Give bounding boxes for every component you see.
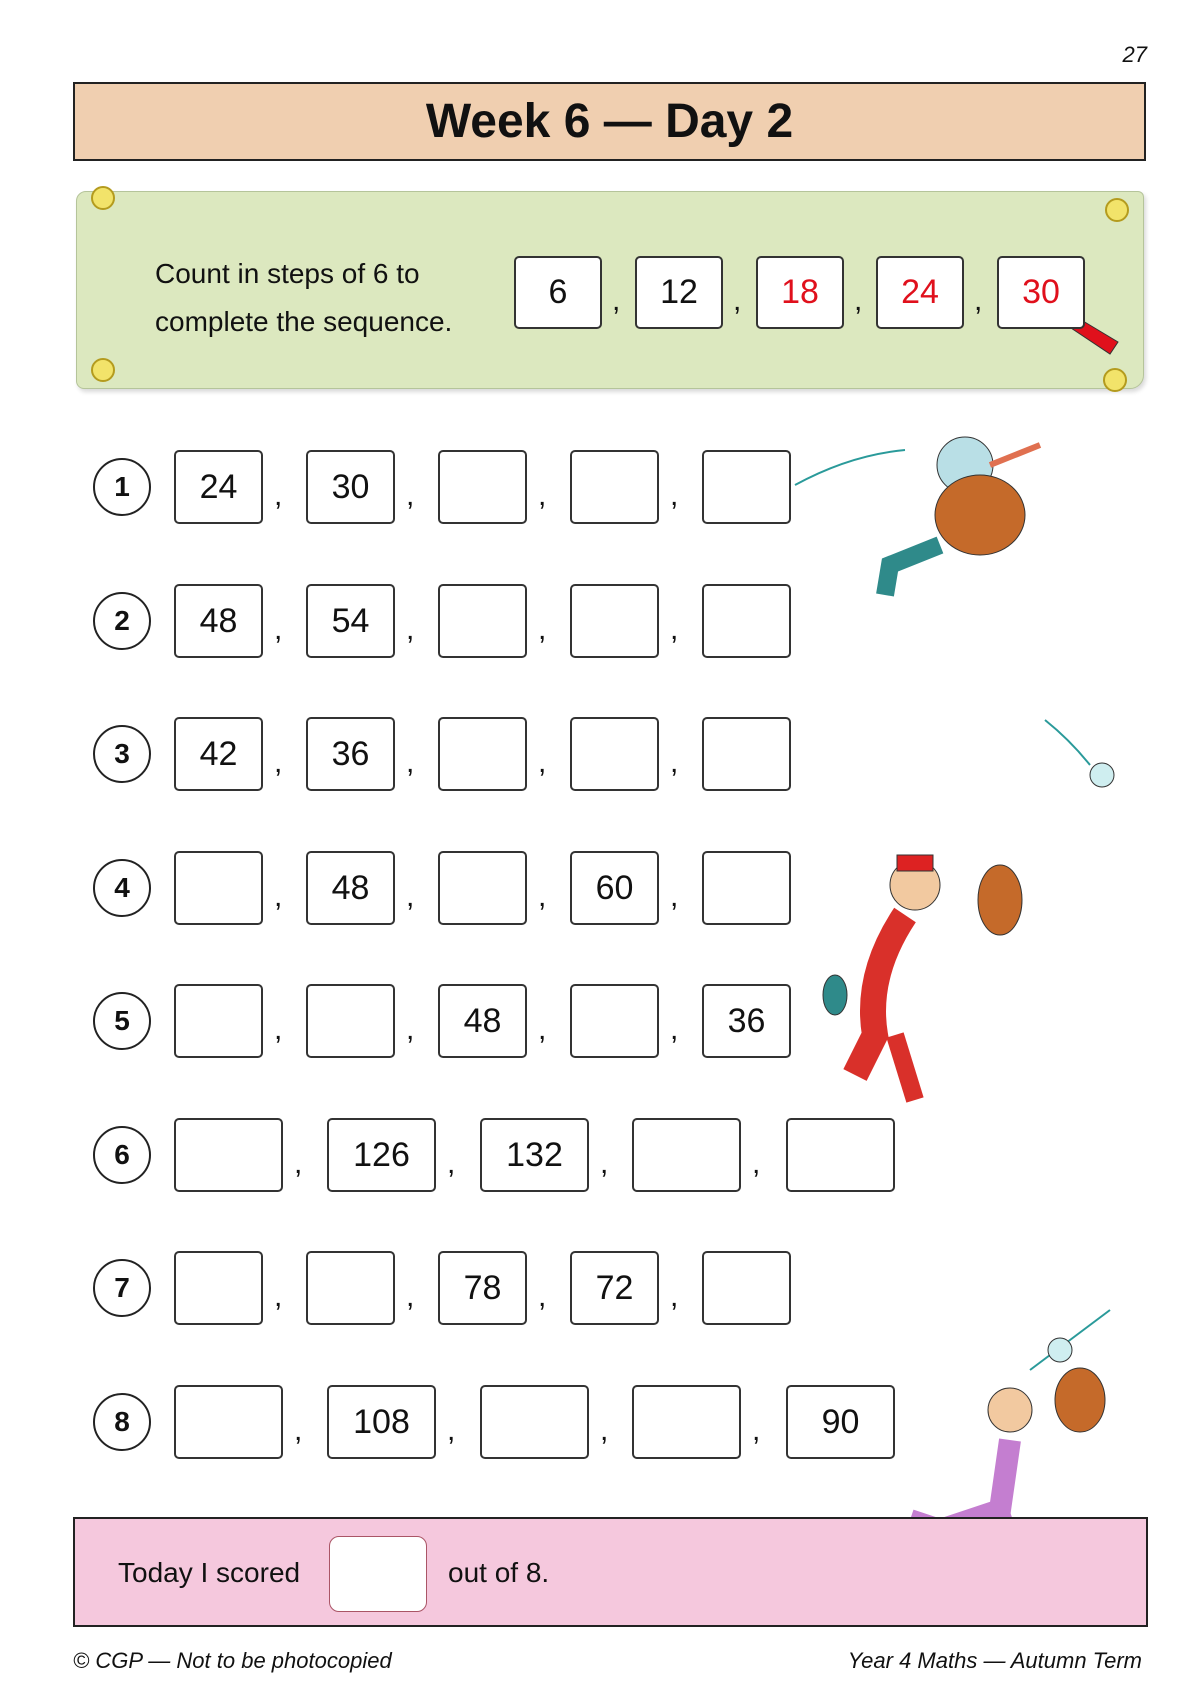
comma-separator: , [538, 613, 547, 646]
given-value-box: 24 [174, 450, 263, 524]
comma-separator: , [294, 1147, 303, 1180]
comma-separator: , [600, 1414, 609, 1447]
given-value-box: 90 [786, 1385, 895, 1459]
example-box: 24 [876, 256, 964, 329]
answer-input-box[interactable] [632, 1118, 741, 1192]
example-instruction [155, 250, 452, 346]
comma-separator: , [538, 479, 547, 512]
comma-separator: , [538, 880, 547, 913]
given-value-box: 54 [306, 584, 395, 658]
answer-input-box[interactable] [702, 717, 791, 791]
example-box: 30 [997, 256, 1085, 329]
page-title: Week 6 — Day 2 [73, 82, 1146, 161]
comma-separator: , [670, 613, 679, 646]
answer-input-box[interactable] [702, 450, 791, 524]
pin-icon [1103, 368, 1127, 392]
answer-input-box[interactable] [570, 717, 659, 791]
question-number: 7 [93, 1259, 151, 1317]
comma-separator: , [854, 284, 863, 317]
answer-input-box[interactable] [174, 851, 263, 925]
given-value-box: 42 [174, 717, 263, 791]
score-total-label: out of 8. [448, 1557, 550, 1588]
comma-separator: , [670, 479, 679, 512]
answer-input-box[interactable] [438, 717, 527, 791]
comma-separator: , [538, 1013, 547, 1046]
answer-input-box[interactable] [702, 1251, 791, 1325]
given-value-box: 36 [702, 984, 791, 1058]
comma-separator: , [670, 1013, 679, 1046]
given-value-box: 126 [327, 1118, 436, 1192]
baseball-icon [1040, 710, 1130, 800]
answer-input-box[interactable] [632, 1385, 741, 1459]
question-number: 3 [93, 725, 151, 783]
score-panel [73, 1517, 1148, 1627]
score-label: Today I scored [118, 1557, 301, 1588]
comma-separator: , [274, 479, 283, 512]
answer-input-box[interactable] [174, 1251, 263, 1325]
answer-input-box[interactable] [702, 851, 791, 925]
given-value-box: 132 [480, 1118, 589, 1192]
answer-input-box[interactable] [438, 584, 527, 658]
answer-input-box[interactable] [174, 1118, 283, 1192]
answer-input-box[interactable] [174, 1385, 283, 1459]
question-number: 2 [93, 592, 151, 650]
comma-separator: , [733, 284, 742, 317]
comma-separator: , [406, 746, 415, 779]
comma-separator: , [538, 1280, 547, 1313]
comma-separator: , [294, 1414, 303, 1447]
comma-separator: , [406, 613, 415, 646]
book-title-footer: Year 4 Maths — Autumn Term [847, 1648, 1142, 1673]
answer-input-box[interactable] [786, 1118, 895, 1192]
comma-separator: , [670, 1280, 679, 1313]
comma-separator: , [406, 479, 415, 512]
given-value-box: 48 [438, 984, 527, 1058]
given-value-box: 72 [570, 1251, 659, 1325]
example-box: 12 [635, 256, 723, 329]
given-value-box: 48 [306, 851, 395, 925]
comma-separator: , [670, 746, 679, 779]
comma-separator: , [447, 1414, 456, 1447]
example-box: 18 [756, 256, 844, 329]
question-number: 6 [93, 1126, 151, 1184]
given-value-box: 30 [306, 450, 395, 524]
comma-separator: , [274, 1013, 283, 1046]
baseball-player-illustration [790, 405, 1060, 605]
instruction-line: complete the sequence. [155, 306, 453, 337]
given-value-box: 108 [327, 1385, 436, 1459]
answer-input-box[interactable] [480, 1385, 589, 1459]
copyright-footer: © CGP — Not to be photocopied [73, 1648, 392, 1673]
example-box: 6 [514, 256, 602, 329]
answer-input-box[interactable] [570, 984, 659, 1058]
question-number: 1 [93, 458, 151, 516]
comma-separator: , [274, 746, 283, 779]
pin-icon [91, 186, 115, 210]
comma-separator: , [406, 1280, 415, 1313]
comma-separator: , [974, 284, 983, 317]
pin-icon [1105, 198, 1129, 222]
page-number: 27 [1122, 42, 1147, 67]
instruction-line: Count in steps of 6 to [155, 258, 420, 289]
comma-separator: , [274, 880, 283, 913]
given-value-box: 36 [306, 717, 395, 791]
comma-separator: , [612, 284, 621, 317]
score-input[interactable] [329, 1536, 427, 1612]
comma-separator: , [274, 1280, 283, 1313]
comma-separator: , [406, 1013, 415, 1046]
comma-separator: , [600, 1147, 609, 1180]
comma-separator: , [752, 1147, 761, 1180]
comma-separator: , [406, 880, 415, 913]
question-number: 8 [93, 1393, 151, 1451]
given-value-box: 60 [570, 851, 659, 925]
pin-icon [91, 358, 115, 382]
comma-separator: , [538, 746, 547, 779]
given-value-box: 78 [438, 1251, 527, 1325]
question-number: 5 [93, 992, 151, 1050]
given-value-box: 48 [174, 584, 263, 658]
answer-input-box[interactable] [306, 984, 395, 1058]
comma-separator: , [274, 613, 283, 646]
comma-separator: , [447, 1147, 456, 1180]
answer-input-box[interactable] [438, 450, 527, 524]
question-number: 4 [93, 859, 151, 917]
answer-input-box[interactable] [570, 450, 659, 524]
answer-input-box[interactable] [702, 584, 791, 658]
comma-separator: , [752, 1414, 761, 1447]
pitcher-illustration [795, 835, 1035, 1125]
answer-input-box[interactable] [174, 984, 263, 1058]
comma-separator: , [670, 880, 679, 913]
answer-input-box[interactable] [570, 584, 659, 658]
answer-input-box[interactable] [306, 1251, 395, 1325]
answer-input-box[interactable] [438, 851, 527, 925]
